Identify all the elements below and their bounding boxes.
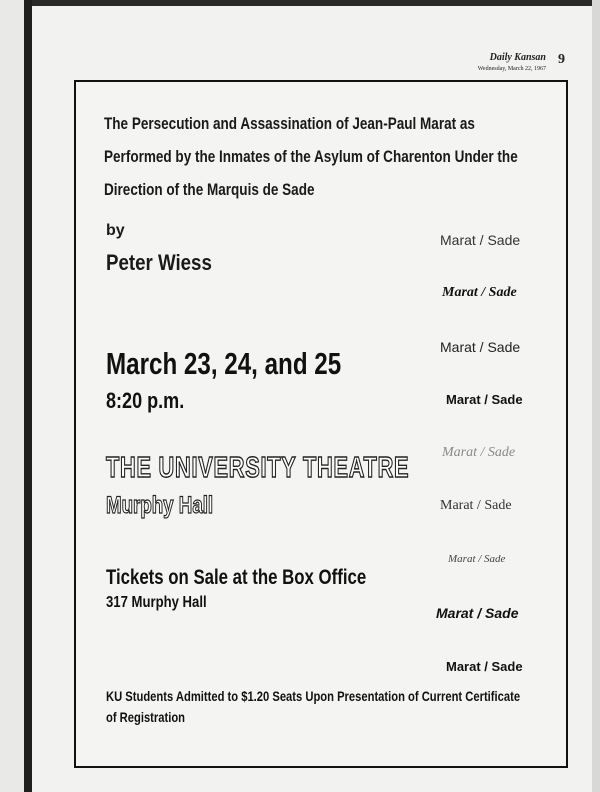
marat-sade-label: Marat / Sade xyxy=(440,339,521,355)
venue-building: Murphy Hall xyxy=(106,492,214,519)
marat-sade-label: Marat / Sade xyxy=(436,605,519,621)
student-admission-note: KU Students Admitted to $1.20 Seats Upon Presentation of Current Certificate of Registration xyxy=(106,688,521,725)
marat-sade-label: Marat / Sade xyxy=(442,445,516,460)
performance-dates: March 23, 24, and 25 xyxy=(106,346,342,381)
marat-sade-label: Marat / Sade xyxy=(440,232,521,248)
adjacent-page-strip xyxy=(0,0,24,792)
marat-sade-label: Marat / Sade xyxy=(440,498,512,513)
marat-sade-label: Marat / Sade xyxy=(446,659,523,674)
marat-sade-label: Marat / Sade xyxy=(448,553,506,565)
play-title: The Persecution and Assassination of Jean-Paul Marat as Performed by the Inmates of the Asylum of Charenton Under the Direction of the Marquis de Sade xyxy=(104,115,518,199)
marat-sade-label: Marat / Sade xyxy=(446,392,523,407)
page-gutter xyxy=(24,0,32,792)
author-name: Peter Wiess xyxy=(106,250,212,275)
page-edge xyxy=(592,0,600,792)
page-number: 9 xyxy=(558,52,565,67)
paper-name: Daily Kansan xyxy=(489,52,546,63)
tickets-info: Tickets on Sale at the Box Office xyxy=(106,566,367,589)
venue-name: THE UNIVERSITY THEATRE xyxy=(106,452,410,484)
by-label: by xyxy=(106,222,125,239)
performance-time: 8:20 p.m. xyxy=(106,388,185,413)
issue-date: Wednesday, March 22, 1967 xyxy=(477,66,546,72)
box-office-address: 317 Murphy Hall xyxy=(106,594,207,611)
marat-sade-label: Marat / Sade xyxy=(442,285,517,300)
